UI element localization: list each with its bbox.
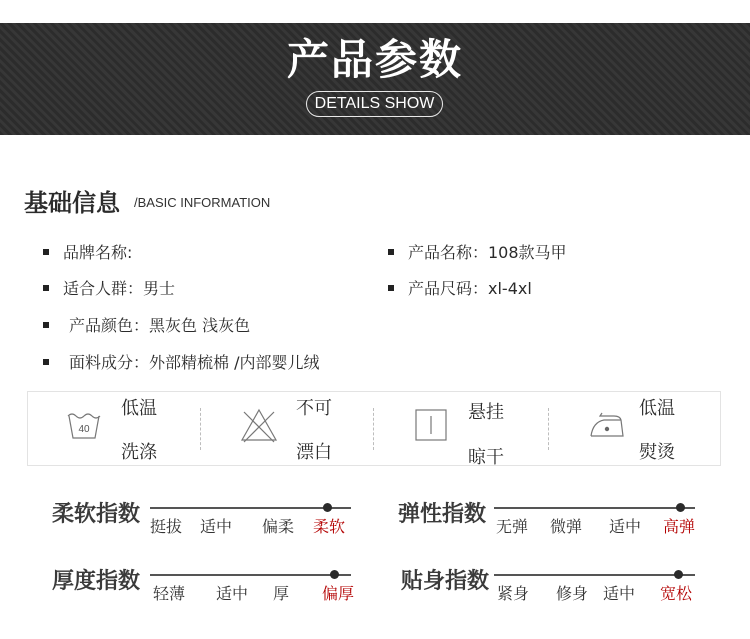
divider <box>548 408 550 450</box>
thickness-label-selected: 偏厚 <box>322 584 355 603</box>
thickness-index-title: 厚度指数 <box>52 569 141 594</box>
no-bleach-icon <box>239 406 279 446</box>
softness-scale-marker <box>323 503 332 512</box>
care-iron-line1: 低温 <box>639 398 675 419</box>
softness-label: 适中 <box>200 517 233 536</box>
thickness-label: 厚 <box>273 584 290 603</box>
elasticity-scale-marker <box>676 503 685 512</box>
wash-40-icon <box>66 408 102 444</box>
section-subtitle: /BASIC INFORMATION <box>134 195 271 210</box>
page-title: 产品参数 <box>286 35 463 84</box>
fit-index-title: 贴身指数 <box>401 569 490 594</box>
info-item-product-name: 产品名称：108款马甲 <box>388 240 567 263</box>
softness-scale-line <box>150 507 351 509</box>
divider <box>200 408 202 450</box>
softness-index-title: 柔软指数 <box>52 502 141 527</box>
care-instructions-box <box>27 391 721 466</box>
elasticity-label: 微弹 <box>550 517 583 536</box>
care-wash-line1: 低温 <box>121 398 157 419</box>
bullet-icon <box>388 249 394 255</box>
thickness-label: 适中 <box>216 584 249 603</box>
section-title: 基础信息 <box>24 189 120 217</box>
care-bleach-line1: 不可 <box>296 398 332 419</box>
bullet-icon <box>388 285 394 291</box>
thickness-scale-marker <box>330 570 339 579</box>
elasticity-label: 无弹 <box>496 517 529 536</box>
hang-dry-icon <box>414 408 448 442</box>
thickness-label: 轻薄 <box>153 584 186 603</box>
bullet-icon <box>43 359 49 365</box>
divider <box>373 408 375 450</box>
bullet-icon <box>43 322 49 328</box>
info-item-color: 产品颜色：黑灰色 浅灰色 <box>43 313 250 336</box>
care-dry-line2: 晾干 <box>468 447 504 468</box>
elasticity-label-selected: 高弹 <box>663 517 696 536</box>
elasticity-scale-line <box>494 507 695 509</box>
info-item-fabric: 面料成分：外部精梳棉 /内部婴儿绒 <box>43 350 319 373</box>
fit-scale-line <box>494 574 695 576</box>
care-bleach-line2: 漂白 <box>296 442 332 463</box>
wash-temp-label: 40 <box>78 424 90 435</box>
softness-label: 偏柔 <box>262 517 295 536</box>
fit-scale-marker <box>674 570 683 579</box>
care-wash-line2: 洗涤 <box>121 442 157 463</box>
bullet-icon <box>43 285 49 291</box>
fit-label: 适中 <box>603 584 636 603</box>
elasticity-index-title: 弹性指数 <box>398 502 487 527</box>
elasticity-label: 适中 <box>609 517 642 536</box>
info-item-brand: 品牌名称: <box>43 240 132 263</box>
fit-label: 修身 <box>556 584 589 603</box>
info-item-size: 产品尺码：xl-4xl <box>388 276 532 299</box>
thickness-scale-line <box>150 574 351 576</box>
bullet-icon <box>43 249 49 255</box>
details-show-badge: DETAILS SHOW <box>306 91 443 117</box>
softness-label-selected: 柔软 <box>313 517 346 536</box>
fit-label-selected: 宽松 <box>660 584 693 603</box>
care-dry-line1: 悬挂 <box>468 402 504 423</box>
iron-low-icon <box>588 410 626 440</box>
info-item-audience: 适合人群：男士 <box>43 276 175 299</box>
care-iron-line2: 熨烫 <box>639 442 675 463</box>
fit-label: 紧身 <box>497 584 530 603</box>
softness-label: 挺拔 <box>150 517 183 536</box>
